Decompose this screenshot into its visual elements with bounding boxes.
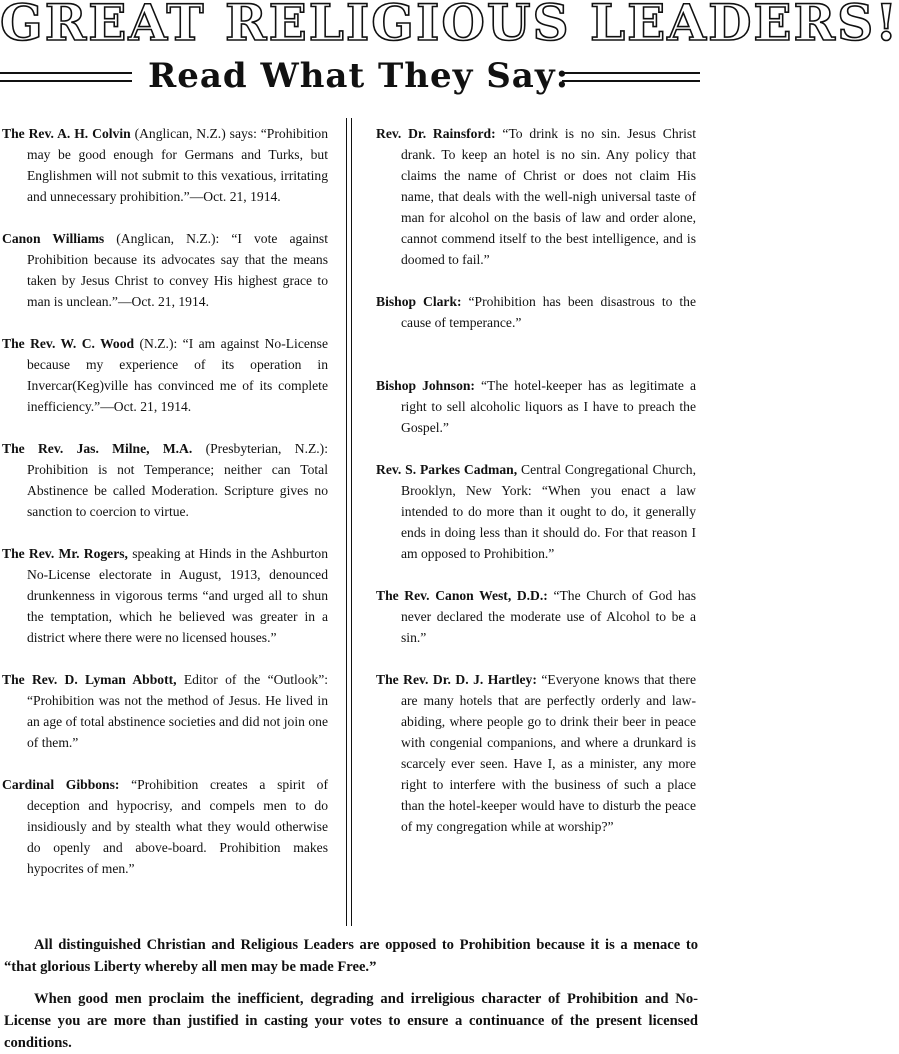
quote-text: “Everyone knows that there are many hotels that are perfectly orderly and law-abiding, where people go to drink their beer in peace with congenial companions, and where a drunkard is scarcely ever seen. Have I, as a minister, any more right to interfere with the business of such a place than the hotel-keeper would have to disturb the peace of my congregation while at worship?”	[401, 672, 696, 834]
speaker: Cardinal Gibbons:	[2, 777, 120, 792]
quote-clark	[376, 291, 696, 333]
subtitle-row	[0, 56, 700, 100]
quote-rogers	[2, 543, 328, 648]
quote-text: Editor of the “Outlook”: “Prohibition was not the method of Jesus. He lived in an age of total abstinence societies and did not join one of them.”	[27, 672, 328, 750]
speaker: The Rev. W. C. Wood	[2, 336, 135, 351]
right-column	[376, 123, 696, 837]
quote-text: (Anglican, N.Z.): “I vote against Prohibition because its advocates say that the means taken by Jesus Christ to convey His highest grace to man is unclean.”—Oct. 21, 1914.	[27, 231, 328, 309]
quote-milne	[2, 438, 328, 522]
quote-text: (Presbyterian, N.Z.): Prohibition is not Temperance; neither can Total Abstinence be called Moderation. Scripture gives no sanction to coercion to virtue.	[27, 441, 328, 519]
closing-text-1: All distinguished Christian and Religious Leaders are opposed to Prohibition because it is a menace to “that glorious Liberty whereby all men may be made Free.”	[4, 937, 698, 975]
quote-text: “Prohibition creates a spirit of deception and hypocrisy, and compels men to do insidiously and by stealth what they would otherwise do openly and above-board. Prohibition makes hypocrites of men.”	[27, 777, 328, 876]
quote-text: (Anglican, N.Z.) says: “Prohibition may be good enough for Germans and Turks, but Englishmen will not submit to this vexatious, irritating and unnecessary prohibition.”—Oct. 21, 1914.	[27, 126, 328, 204]
quote-text: Central Congregational Church, Brooklyn, New York: “When you enact a law intended to do more than it ought to do, it generally ends in doing less than it should do. For that reason I am opposed to Prohibition.”	[401, 462, 696, 561]
closing-paragraph-1	[4, 934, 698, 978]
quote-text: “To drink is no sin. Jesus Christ drank. To keep an hotel is no sin. Any policy that claims the name of Christ or does not claim His name, that deals with the well-nigh universal taste of man for alcohol on the basis of law and order alone, cannot commend itself to the best intelligence, and is doomed to fail.”	[401, 126, 697, 267]
quote-abbott	[2, 669, 328, 753]
quote-text: “The hotel-keeper has as legitimate a right to sell alcoholic liquors as I have to preach the Gospel.”	[401, 378, 696, 435]
column-divider	[346, 118, 352, 926]
speaker: The Rev. Dr. D. J. Hartley:	[376, 672, 537, 687]
quote-text: speaking at Hinds in the Ashburton No-License electorate in August, 1913, denounced drunkenness in vigorous terms “and urged all to shun the temptation, which he believed was greater in a district where there were no licensed houses.”	[27, 546, 328, 645]
quote-johnson	[376, 375, 696, 438]
speaker: The Rev. A. H. Colvin	[2, 126, 131, 141]
closing-paragraph-2	[4, 988, 698, 1054]
quote-wood	[2, 333, 328, 417]
quote-rainsford	[376, 123, 696, 270]
speaker: Rev. S. Parkes Cadman,	[376, 462, 518, 477]
headline: GREAT RELIGIOUS LEADERS!	[0, 0, 899, 52]
quote-gibbons	[2, 774, 328, 879]
speaker: The Rev. Mr. Rogers,	[2, 546, 128, 561]
left-double-rule	[0, 72, 132, 82]
speaker: Bishop Johnson:	[376, 378, 475, 393]
quote-williams	[2, 228, 328, 312]
right-double-rule	[562, 72, 700, 82]
left-column	[2, 123, 328, 879]
quote-text: “The Church of God has never declared the moderate use of Alcohol to be a sin.”	[401, 588, 696, 645]
closing-text-2: When good men proclaim the inefficient, degrading and irreligious character of Prohibition and No-License you are more than justified in casting your votes to ensure a continuance of the present licensed conditions.	[4, 991, 698, 1051]
quote-colvin	[2, 123, 328, 207]
speaker: The Rev. Jas. Milne, M.A.	[2, 441, 193, 456]
quote-hartley	[376, 669, 696, 837]
subtitle: Read What They Say:	[148, 56, 570, 96]
quote-cadman	[376, 459, 696, 564]
quote-west	[376, 585, 696, 648]
speaker: Rev. Dr. Rainsford:	[376, 126, 496, 141]
speaker: The Rev. Canon West, D.D.:	[376, 588, 548, 603]
speaker: The Rev. D. Lyman Abbott,	[2, 672, 177, 687]
quote-text: (N.Z.): “I am against No-License because my experience of its operation in Invercar(Keg)ville has convinced me of its complete inefficiency.”—Oct. 21, 1914.	[27, 336, 329, 414]
speaker: Canon Williams	[2, 231, 105, 246]
quote-text: “Prohibition has been disastrous to the cause of temperance.”	[401, 294, 696, 330]
speaker: Bishop Clark:	[376, 294, 462, 309]
